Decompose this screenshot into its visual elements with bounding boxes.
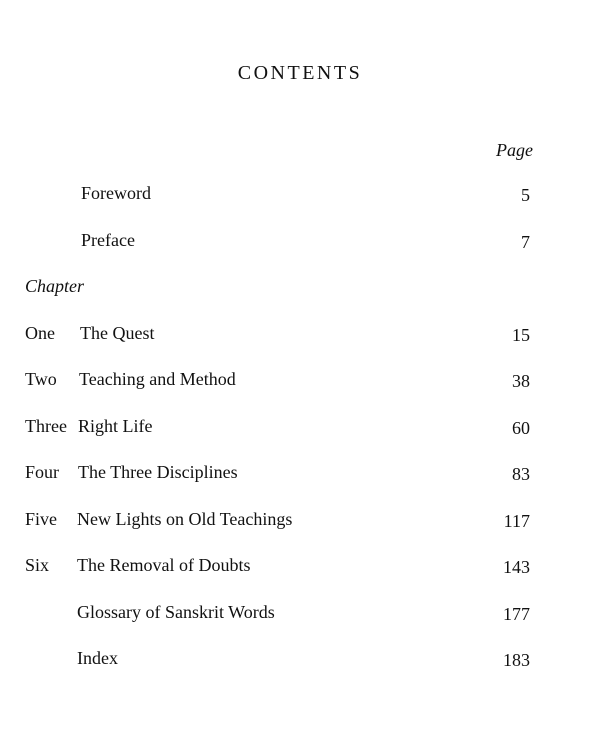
toc-entry-chapter-five xyxy=(0,509,600,533)
entry-page-number: 15 xyxy=(512,325,530,345)
toc-entry-chapter-six xyxy=(0,555,600,579)
entry-page-number: 38 xyxy=(512,371,530,391)
entry-title: Preface xyxy=(81,230,135,250)
entry-title: Index xyxy=(77,648,118,668)
entry-page-number: 7 xyxy=(521,232,530,252)
toc-entry-index xyxy=(0,648,600,672)
toc-entry-chapter-three xyxy=(0,416,600,440)
entry-page-number: 143 xyxy=(503,557,530,577)
chapter-number: Two xyxy=(25,369,57,389)
toc-entry-chapter-one xyxy=(0,323,600,347)
entry-title: The Quest xyxy=(80,323,155,343)
entry-page-number: 60 xyxy=(512,418,530,438)
entry-title: Right Life xyxy=(78,416,153,436)
chapter-number: Six xyxy=(25,555,50,575)
entry-page-number: 117 xyxy=(503,511,530,531)
entry-page-number: 83 xyxy=(512,464,530,484)
page-title: CONTENTS xyxy=(237,62,363,84)
entry-title: Foreword xyxy=(81,183,151,203)
toc-entry-chapter-four xyxy=(0,462,600,486)
entry-page-number: 177 xyxy=(503,604,530,624)
entry-page-number: 183 xyxy=(503,650,530,670)
entry-title: Teaching and Method xyxy=(79,369,236,389)
page-column-header: Page xyxy=(496,140,533,160)
entry-title: The Removal of Doubts xyxy=(77,555,251,575)
toc-entry-chapter-two xyxy=(0,369,600,393)
entry-title: The Three Disciplines xyxy=(78,462,238,482)
chapter-column-header: Chapter xyxy=(25,276,85,296)
entry-title: Glossary of Sanskrit Words xyxy=(77,602,275,622)
chapter-number: Three xyxy=(25,416,67,436)
toc-entry-foreword xyxy=(0,183,600,207)
entry-title: New Lights on Old Teachings xyxy=(77,509,293,529)
entry-page-number: 5 xyxy=(521,185,530,205)
chapter-number: One xyxy=(25,323,55,343)
chapter-number: Five xyxy=(25,509,58,529)
toc-entry-preface xyxy=(0,230,600,254)
toc-entry-glossary xyxy=(0,602,600,626)
chapter-number: Four xyxy=(25,462,60,482)
